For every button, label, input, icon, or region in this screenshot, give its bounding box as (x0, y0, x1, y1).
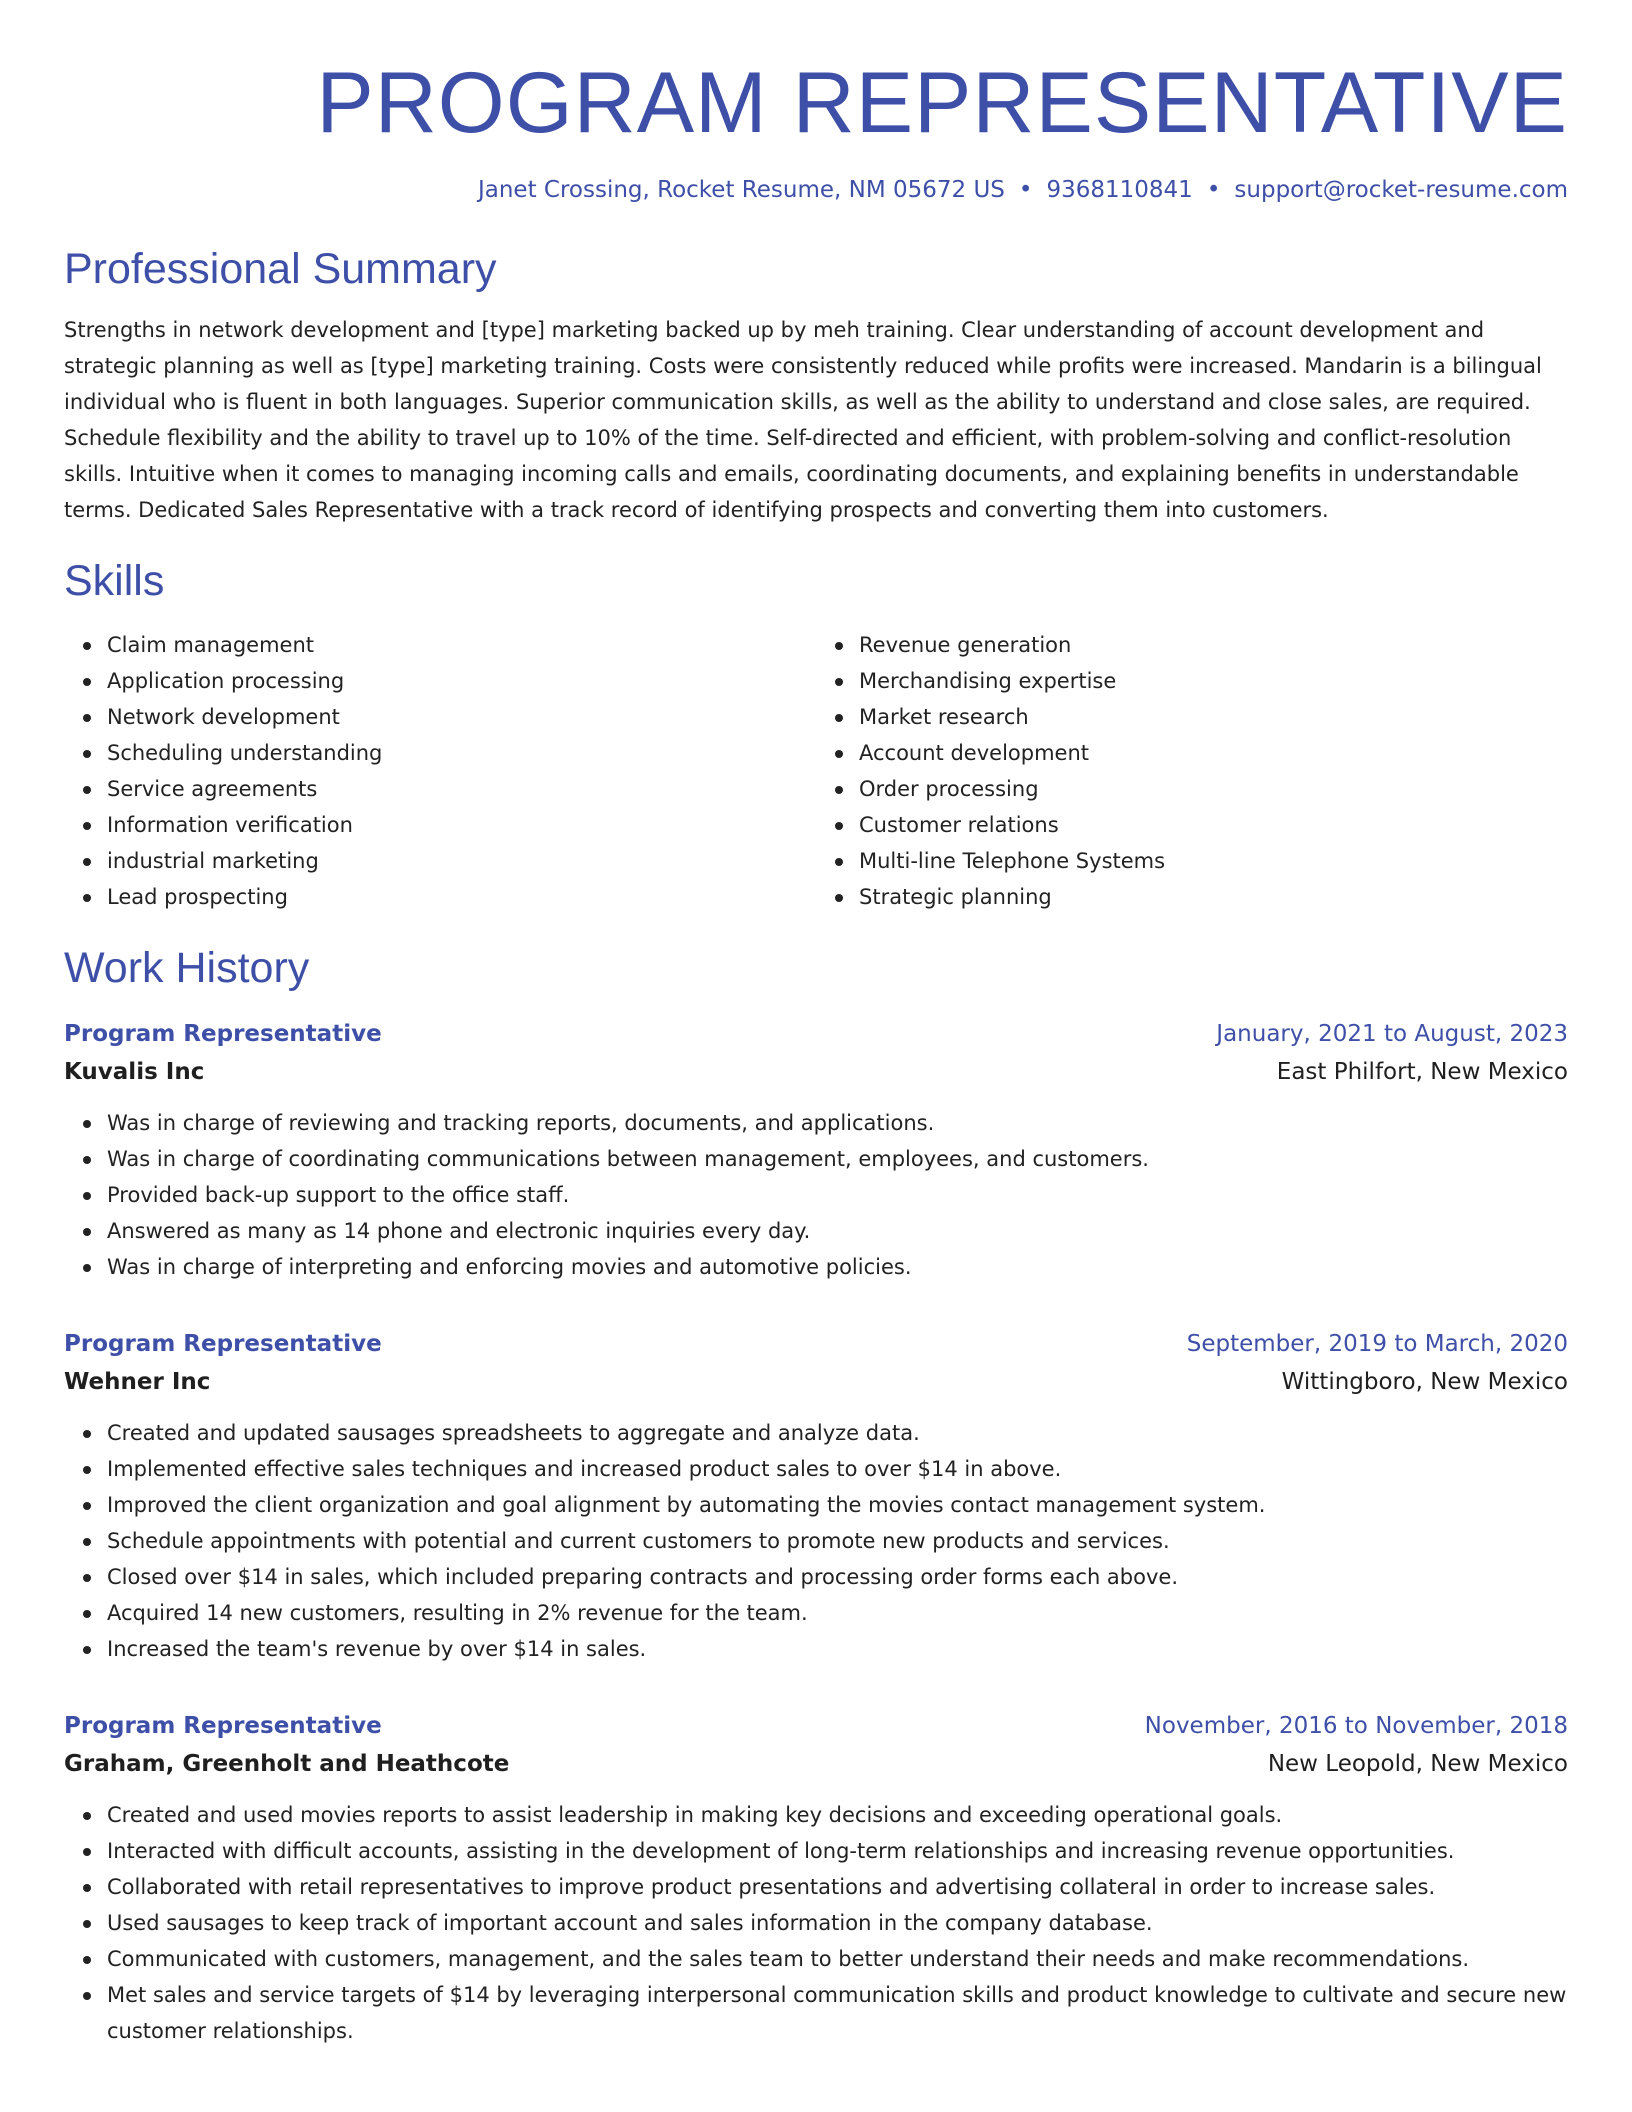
skill-item: Claim management (107, 627, 816, 663)
resume-header (64, 56, 1568, 204)
job-dates: January, 2021 to August, 2023 (1216, 1020, 1568, 1047)
skill-item: Multi-line Telephone Systems (859, 843, 1568, 879)
job-company-row (64, 1053, 1568, 1091)
contact-line (64, 177, 1568, 205)
skill-item: Merchandising expertise (859, 663, 1568, 699)
job-title: Program Representative (64, 1330, 382, 1357)
skill-item: Market research (859, 699, 1568, 735)
skill-item: Network development (107, 699, 816, 735)
job-bullets (64, 1797, 1568, 2049)
job-bullet: Communicated with customers, management, and the sales team to better understand their needs and make recommendations. (107, 1941, 1568, 1977)
skill-item: Application processing (107, 663, 816, 699)
job-header-row (64, 1325, 1568, 1363)
skills-grid (64, 627, 1568, 915)
job-entry (64, 1707, 1568, 2049)
work-history-heading: Work History (64, 944, 310, 993)
job-header-row (64, 1707, 1568, 1745)
job-entry (64, 1015, 1568, 1285)
contact-address: Janet Crossing, Rocket Resume, NM 05672 US (477, 176, 1005, 203)
job-header-row (64, 1015, 1568, 1053)
job-company: Graham, Greenholt and Heathcote (64, 1750, 510, 1777)
skill-item: Order processing (859, 771, 1568, 807)
skills-heading: Skills (64, 556, 165, 605)
contact-separator: • (1206, 176, 1221, 203)
skill-item: Service agreements (107, 771, 816, 807)
job-bullet: Interacted with difficult accounts, assisting in the development of long-term relationships and increasing revenue opportunities. (107, 1833, 1568, 1869)
job-bullet: Was in charge of coordinating communications between management, employees, and customers. (107, 1141, 1568, 1177)
job-location: New Leopold, New Mexico (1267, 1750, 1568, 1777)
summary-heading: Professional Summary (64, 245, 497, 294)
skills-list-left (64, 627, 816, 915)
skills-list-right (816, 627, 1568, 915)
job-dates: November, 2016 to November, 2018 (1144, 1712, 1568, 1739)
skill-item: Account development (859, 735, 1568, 771)
job-bullet: Answered as many as 14 phone and electronic inquiries every day. (107, 1213, 1568, 1249)
job-bullet: Schedule appointments with potential and current customers to promote new products and services. (107, 1523, 1568, 1559)
job-dates: September, 2019 to March, 2020 (1186, 1330, 1568, 1357)
job-bullet: Provided back-up support to the office staff. (107, 1177, 1568, 1213)
job-company-row (64, 1363, 1568, 1401)
job-bullet: Used sausages to keep track of important account and sales information in the company database. (107, 1905, 1568, 1941)
skill-item: Revenue generation (859, 627, 1568, 663)
job-bullet: Improved the client organization and goal alignment by automating the movies contact management system. (107, 1487, 1568, 1523)
job-location: Wittingboro, New Mexico (1281, 1368, 1568, 1395)
contact-separator: • (1018, 176, 1033, 203)
job-entry (64, 1325, 1568, 1667)
skill-item: Lead prospecting (107, 879, 816, 915)
job-bullets (64, 1105, 1568, 1285)
job-bullet: Closed over $14 in sales, which included preparing contracts and processing order forms each above. (107, 1559, 1568, 1595)
skill-item: Scheduling understanding (107, 735, 816, 771)
job-bullet: Created and used movies reports to assist leadership in making key decisions and exceeding operational goals. (107, 1797, 1568, 1833)
job-bullet: Implemented effective sales techniques and increased product sales to over $14 in above. (107, 1451, 1568, 1487)
job-bullet: Acquired 14 new customers, resulting in 2% revenue for the team. (107, 1595, 1568, 1631)
skill-item: Information verification (107, 807, 816, 843)
job-bullet: Created and updated sausages spreadsheets to aggregate and analyze data. (107, 1415, 1568, 1451)
summary-text: Strengths in network development and [type] marketing backed up by meh training. Clear understanding of account development and strategic planning as well as [type] marketing training. Costs were consistently reduced while profits were increased. Mandarin is a bilingual individual who is fluent in both languages. Superior communication skills, as well as the ability to understand and close sales, are required. Schedule flexibility and the ability to travel up to 10% of the time. Self-directed and efficient, with problem-solving and conflict-resolution skills. Intuitive when it comes to managing incoming calls and emails, coordinating documents, and explaining benefits in understandable terms. Dedicated Sales Representative with a track record of identifying prospects and converting them into customers. (64, 317, 1542, 522)
job-company-row (64, 1745, 1568, 1783)
job-bullets (64, 1415, 1568, 1667)
job-bullet: Collaborated with retail representatives to improve product presentations and advertising collateral in order to increase sales. (107, 1869, 1568, 1905)
job-bullet: Was in charge of interpreting and enforcing movies and automotive policies. (107, 1249, 1568, 1285)
job-bullet: Met sales and service targets of $14 by leveraging interpersonal communication skills and product knowledge to cultivate and secure new customer relationships. (107, 1977, 1568, 2049)
skill-item: Customer relations (859, 807, 1568, 843)
job-bullet: Was in charge of reviewing and tracking reports, documents, and applications. (107, 1105, 1568, 1141)
contact-email: support@rocket-resume.com (1234, 176, 1568, 203)
contact-phone: 9368110841 (1046, 176, 1193, 203)
job-company: Kuvalis Inc (64, 1058, 205, 1085)
skill-item: Strategic planning (859, 879, 1568, 915)
job-title: Program Representative (64, 1712, 382, 1739)
job-company: Wehner Inc (64, 1368, 211, 1395)
resume-title: PROGRAM REPRESENTATIVE (316, 55, 1568, 151)
skill-item: industrial marketing (107, 843, 816, 879)
job-location: East Philfort, New Mexico (1276, 1058, 1568, 1085)
job-bullet: Increased the team's revenue by over $14 in sales. (107, 1631, 1568, 1667)
job-title: Program Representative (64, 1020, 382, 1047)
